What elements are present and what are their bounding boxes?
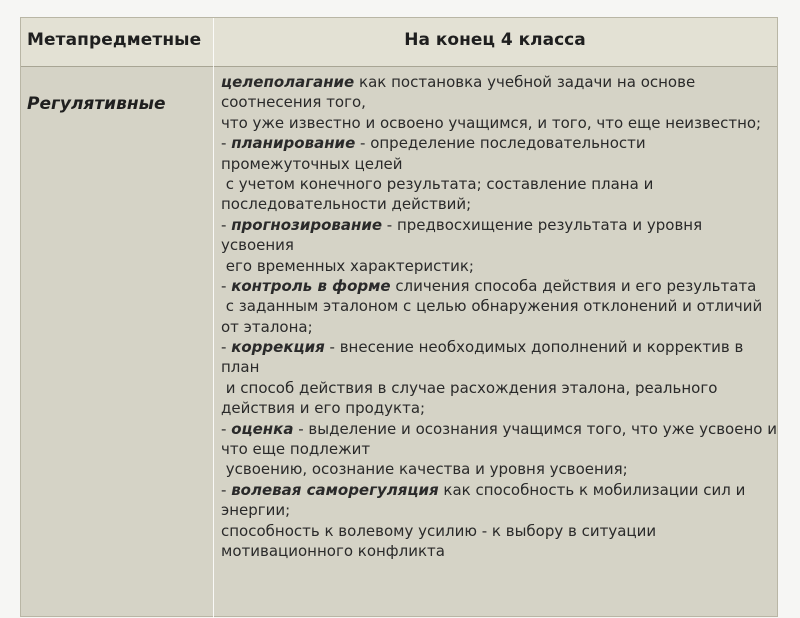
description-line xyxy=(221,113,765,133)
description-text: - xyxy=(221,480,232,499)
competencies-table xyxy=(20,17,778,617)
description-text: энергии; xyxy=(221,501,291,520)
description-text: соотнесения того, xyxy=(221,93,366,112)
description-text: сличения способа действия и его результата xyxy=(390,276,757,295)
term-highlight: контроль в форме xyxy=(231,276,391,295)
description-text: - xyxy=(221,215,232,234)
description-line xyxy=(221,541,765,561)
description-text: способность к волевому усилию - к выбору в ситуации xyxy=(221,521,657,540)
description-text: и способ действия в случае расхождения эталона, реального xyxy=(221,378,718,397)
description-text: действия и его продукта; xyxy=(221,399,426,418)
term-highlight: волевая саморегуляция xyxy=(231,480,439,499)
description-text: его временных характеристик; xyxy=(221,256,474,275)
description-line xyxy=(221,92,765,112)
description-line xyxy=(221,439,765,459)
description-text: промежуточных целей xyxy=(221,154,403,173)
description-line xyxy=(221,215,765,235)
description-line xyxy=(221,398,765,418)
description-text: - внесение необходимых дополнений и корректив в xyxy=(324,338,744,357)
description-text: как способность к мобилизации сил и xyxy=(438,480,746,499)
description-text: усвоения xyxy=(221,236,294,255)
description-line xyxy=(221,72,765,92)
description-line xyxy=(221,480,765,500)
description-text: от эталона; xyxy=(221,317,313,336)
description-text: - xyxy=(221,419,232,438)
description-line xyxy=(221,317,765,337)
header-metasubject: Метапредметные xyxy=(27,30,202,50)
description-line xyxy=(221,521,765,541)
description-text: что уже известно и освоено учащимся, и того, что еще неизвестно; xyxy=(221,113,762,132)
description-text: план xyxy=(221,358,260,377)
description-line xyxy=(221,276,765,296)
description-line xyxy=(221,378,765,398)
description-line xyxy=(221,154,765,174)
description-text: с заданным эталоном с целью обнаружения отклонений и отличий xyxy=(221,297,763,316)
description-text: что еще подлежит xyxy=(221,440,371,459)
description-line xyxy=(221,256,765,276)
description-line xyxy=(221,133,765,153)
description-text: - xyxy=(221,276,232,295)
term-highlight: коррекция xyxy=(231,338,325,357)
description-line xyxy=(221,194,765,214)
description-text: усвоению, осознание качества и уровня усвоения; xyxy=(221,460,628,479)
description-line xyxy=(221,174,765,194)
term-highlight: оценка xyxy=(231,419,294,438)
description-line xyxy=(221,419,777,439)
description-text: - xyxy=(221,134,232,153)
description-line xyxy=(221,500,765,520)
term-highlight: прогнозирование xyxy=(231,215,383,234)
header-end-of-grade: На конец 4 класса xyxy=(404,30,586,50)
description-text: последовательности действий; xyxy=(221,195,472,214)
term-highlight: целеполагание xyxy=(221,73,355,91)
description-text: с учетом конечного результата; составление плана и xyxy=(221,174,654,193)
description-text: - определение последовательности xyxy=(355,134,646,153)
description-text: - выделение и осознания учащимся того, что уже усвоено и xyxy=(293,419,777,438)
description-text: мотивационного конфликта xyxy=(221,541,445,560)
description-line xyxy=(221,357,765,377)
column-divider xyxy=(213,18,214,618)
description-line xyxy=(221,235,765,255)
row-label-regulatory: Регулятивные xyxy=(27,94,166,114)
description-text: как постановка учебной задачи на основе xyxy=(354,73,696,91)
description-line xyxy=(221,337,765,357)
regulatory-description xyxy=(221,72,777,561)
description-line xyxy=(221,459,765,479)
term-highlight: планирование xyxy=(231,134,356,153)
description-line xyxy=(221,296,765,316)
description-text: - xyxy=(221,338,232,357)
description-text: - предвосхищение результата и уровня xyxy=(382,215,703,234)
table-header-row xyxy=(21,18,777,67)
